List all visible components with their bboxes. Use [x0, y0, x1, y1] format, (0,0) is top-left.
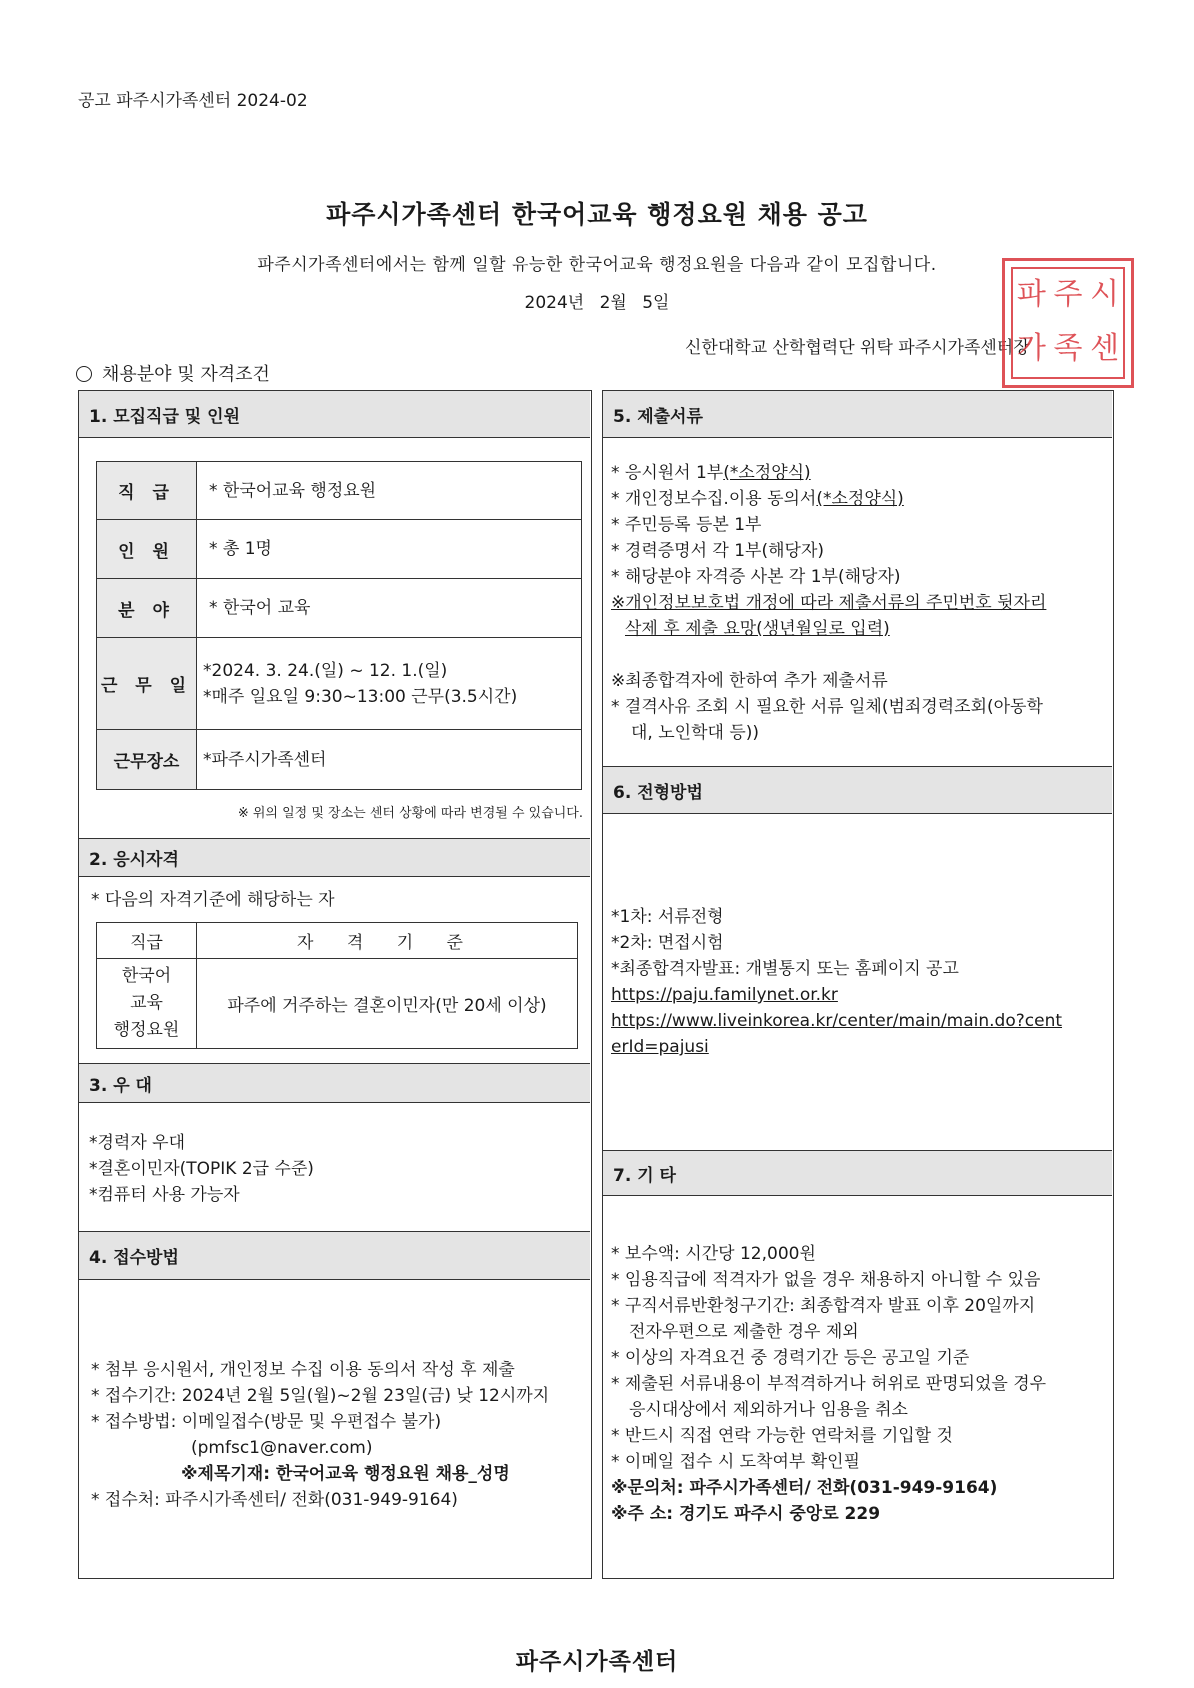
left-column	[78, 390, 592, 1579]
rank-cell	[97, 959, 197, 1049]
criteria-cell: 파주에 거주하는 결혼이민자(만 20세 이상)	[197, 959, 578, 1049]
seal-char: 족	[1053, 331, 1083, 366]
row-label: 근무장소	[97, 730, 197, 790]
sec7-header	[603, 1150, 1112, 1196]
official-seal	[1002, 258, 1134, 388]
list-item: * 접수기간: 2024년 2월 5일(월)~2월 23일(금) 낮 12시까지	[91, 1386, 550, 1406]
form-note: (*소정양식)	[816, 489, 904, 509]
right-column	[602, 390, 1114, 1579]
sec2-header	[79, 838, 590, 877]
preference-list	[89, 1130, 314, 1208]
sec4-title: 4. 접수방법	[89, 1248, 179, 1268]
sec4-header	[79, 1231, 590, 1280]
seal-char: 가	[1016, 331, 1046, 366]
seal-char: 센	[1090, 331, 1120, 366]
address-info: ※주 소: 경기도 파주시 중앙로 229	[611, 1504, 881, 1524]
privacy-note-cont: 삭제 후 제출 요망(생년월일로 입력)	[625, 619, 890, 639]
list-item	[611, 486, 1109, 512]
document-reference: 공고 파주시가족센터 2024-02	[78, 91, 308, 111]
sec5-title: 5. 제출서류	[613, 406, 703, 427]
col-header-rank: 직급	[97, 923, 197, 959]
list-item-cont: 대, 노인학대 등))	[631, 723, 760, 743]
list-item: *1차: 서류전형	[611, 907, 724, 927]
table-row	[97, 579, 582, 638]
list-item: * 주민등록 등본 1부	[611, 515, 762, 535]
email-address: (pmfsc1@naver.com)	[191, 1438, 373, 1458]
table-row	[97, 730, 582, 790]
row-label: 인 원	[97, 520, 197, 579]
list-item: * 접수방법: 이메일접수(방문 및 우편접수 불가)	[91, 1412, 442, 1432]
table-row	[97, 923, 578, 959]
list-item	[611, 460, 1109, 486]
sec7-title: 7. 기 타	[613, 1165, 676, 1186]
footer-organization: 파주시가족센터	[515, 1649, 679, 1675]
documents-list	[611, 460, 1109, 746]
work-hours: *매주 일요일 9:30~13:00 근무(3.5시간)	[203, 686, 518, 707]
seal-char: 주	[1053, 277, 1083, 312]
work-period: *2024. 3. 24.(일) ~ 12. 1.(일)	[203, 660, 448, 681]
list-item: * 구직서류반환청구기간: 최종합격자 발표 이후 20일까지	[611, 1296, 1036, 1316]
list-item: * 이상의 자격요건 중 경력기간 등은 공고일 기준	[611, 1348, 970, 1368]
sec1-title: 1. 모집직급 및 인원	[89, 406, 240, 427]
eligibility-lead: * 다음의 자격기준에 해당하는 자	[91, 890, 335, 910]
list-item: * 이메일 접수 시 도착여부 확인필	[611, 1452, 861, 1472]
list-item: * 반드시 직접 연락 가능한 연락처를 기입할 것	[611, 1426, 953, 1446]
col-header-criteria: 자 격 기 준	[197, 923, 578, 959]
sec5-header	[603, 391, 1112, 438]
application-method	[91, 1357, 586, 1513]
schedule-note: ※ 위의 일정 및 장소는 센터 상황에 따라 변경될 수 있습니다.	[237, 806, 583, 821]
sec3-header	[79, 1063, 590, 1103]
seal-char: 파	[1016, 277, 1046, 312]
row-value	[197, 638, 582, 730]
intro-text: 파주시가족센터에서는 함께 일할 유능한 한국어교육 행정요원을 다음과 같이 모집합니다.	[257, 255, 937, 275]
table-row	[97, 520, 582, 579]
sec1-header	[79, 391, 590, 438]
selection-method	[611, 904, 1109, 1060]
other-info	[611, 1241, 1111, 1527]
row-value: * 총 1명	[197, 520, 582, 579]
list-item: * 임용직급에 적격자가 없을 경우 채용하지 아니할 수 있음	[611, 1270, 1041, 1290]
row-label: 직 급	[97, 462, 197, 520]
sec2-title: 2. 응시자격	[89, 850, 179, 870]
rank-line: 한국어	[121, 966, 172, 986]
list-item: * 보수액: 시간당 12,000원	[611, 1244, 816, 1264]
seal-char: 시	[1090, 277, 1120, 312]
row-value: *파주시가족센터	[197, 730, 582, 790]
final-note: ※최종합격자에 한하여 추가 제출서류	[611, 671, 888, 691]
list-item-cont: 전자우편으로 제출한 경우 제외	[629, 1322, 859, 1342]
circle-bullet-icon	[76, 366, 92, 382]
announcement-date: 2024년 2월 5일	[524, 293, 670, 313]
page-title: 파주시가족센터 한국어교육 행정요원 채용 공고	[326, 200, 868, 229]
row-label: 분 야	[97, 579, 197, 638]
list-item: *결혼이민자(TOPIK 2급 수준)	[89, 1159, 314, 1179]
list-item: * 첨부 응시원서, 개인정보 수집 이용 동의서 작성 후 제출	[91, 1360, 515, 1380]
row-value: * 한국어 교육	[197, 579, 582, 638]
issuer: 신한대학교 산학협력단 위탁 파주시가족센터장	[685, 338, 1030, 358]
table-row	[97, 638, 582, 730]
list-item: * 해당분야 자격증 사본 각 1부(해당자)	[611, 567, 901, 587]
doc-item: * 응시원서 1부	[611, 463, 724, 483]
list-item-cont: 응시대상에서 제외하거나 임용을 취소	[629, 1400, 908, 1420]
sec3-title: 3. 우 대	[89, 1075, 152, 1096]
liveinkorea-link-cont[interactable]: erId=pajusi	[611, 1037, 709, 1057]
form-note: (*소정양식)	[723, 463, 811, 483]
homepage-link[interactable]: https://paju.familynet.or.kr	[611, 985, 838, 1005]
rank-line: 행정요원	[113, 1020, 180, 1040]
position-table	[96, 461, 582, 790]
section-heading-text: 채용분야 및 자격조건	[102, 364, 270, 385]
rank-line: 교육	[130, 993, 163, 1013]
subject-note: ※제목기재: 한국어교육 행정요원 채용_성명	[181, 1464, 510, 1484]
row-label: 근 무 일	[97, 638, 197, 730]
doc-item: * 개인정보수집.이용 동의서	[611, 489, 817, 509]
eligibility-table	[96, 922, 578, 1049]
list-item: *최종합격자발표: 개별통지 또는 홈페이지 공고	[611, 959, 959, 979]
liveinkorea-link[interactable]: https://www.liveinkorea.kr/center/main/main.do?cent	[611, 1011, 1063, 1031]
section-heading	[76, 360, 270, 386]
contact-info: ※문의처: 파주시가족센터/ 전화(031-949-9164)	[611, 1478, 998, 1498]
sec6-header	[603, 766, 1112, 814]
sec6-title: 6. 전형방법	[613, 782, 703, 803]
list-item: * 결격사유 조회 시 필요한 서류 일체(범죄경력조회(아동학	[611, 697, 1043, 717]
list-item: * 제출된 서류내용이 부적격하거나 허위로 판명되었을 경우	[611, 1374, 1047, 1394]
list-item: * 경력증명서 각 1부(해당자)	[611, 541, 825, 561]
table-row	[97, 959, 578, 1049]
list-item: * 접수처: 파주시가족센터/ 전화(031-949-9164)	[91, 1490, 458, 1510]
privacy-note: ※개인정보보호법 개정에 따라 제출서류의 주민번호 뒷자리	[611, 593, 1047, 613]
list-item: *컴퓨터 사용 가능자	[89, 1185, 240, 1205]
table-row	[97, 462, 582, 520]
list-item: *경력자 우대	[89, 1133, 186, 1153]
list-item: *2차: 면접시험	[611, 933, 724, 953]
row-value: * 한국어교육 행정요원	[197, 462, 582, 520]
